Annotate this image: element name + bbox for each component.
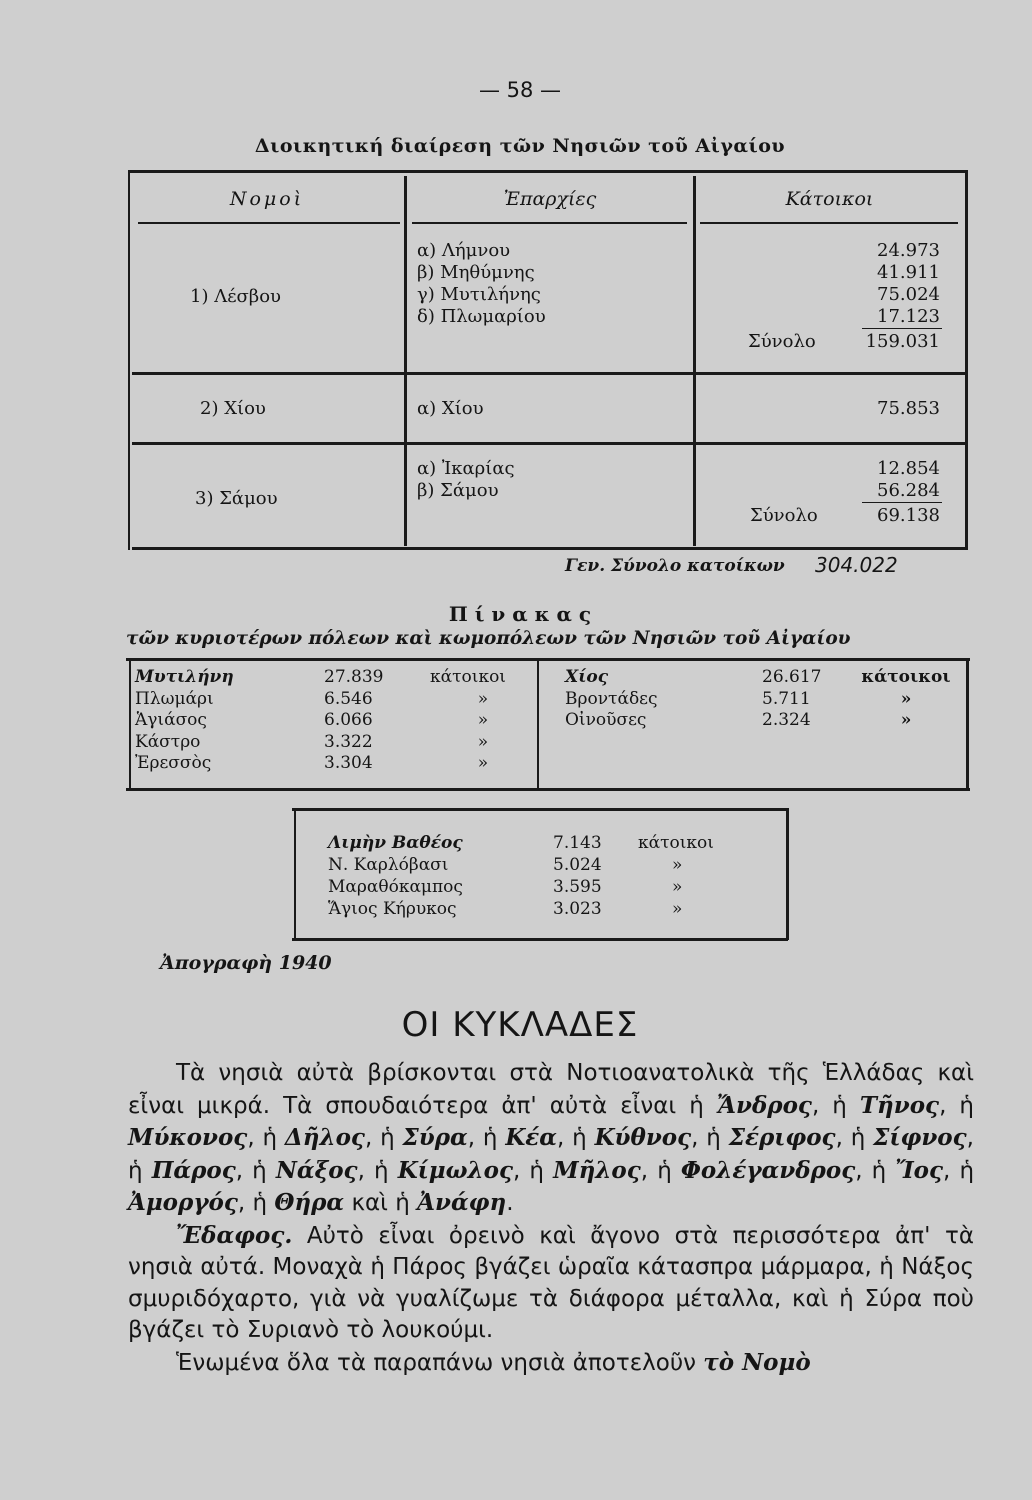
eparchy: α) Χίου	[417, 398, 484, 419]
eparchy: β) Σάμου	[417, 480, 499, 501]
separator: , ἡ	[939, 1092, 975, 1119]
unit-label: κάτοικοι	[861, 667, 951, 687]
population-value: 75.853	[877, 398, 940, 419]
separator: , ἡ	[640, 1157, 681, 1184]
unit-label: »	[900, 688, 912, 709]
town-population: 7.143	[553, 833, 602, 853]
header-katoikoi: Κάτοικοι	[785, 188, 874, 210]
island-name: Θήρα	[274, 1189, 345, 1216]
city-name: Βροντάδες	[565, 688, 658, 709]
population-value: 24.973	[877, 240, 940, 261]
separator: , ἡ	[513, 1157, 554, 1184]
right-city-values	[762, 667, 821, 732]
city-name: Κάστρο	[135, 731, 201, 752]
island-name: Νάξος	[275, 1156, 358, 1184]
unit-label: »	[900, 710, 912, 730]
eparchy: β) Μηθύμνης	[417, 262, 535, 283]
island-name: Κέα	[505, 1124, 557, 1151]
city-name: Μυτιλήνη	[135, 667, 234, 687]
prefecture-text: Ἑνωμένα ὅλα τὰ παραπάνω νησιὰ ἀποτελοῦν	[176, 1349, 704, 1376]
grand-total-label: Γεν. Σύνολο κατοίκων	[565, 556, 785, 576]
city-name: Ἁγιάσος	[135, 710, 207, 730]
city-name: Ἐρεσσὸς	[135, 753, 212, 773]
unit-label: »	[477, 710, 489, 730]
nomos-chiou: 2) Χίου	[200, 398, 266, 419]
unit-label: »	[477, 753, 489, 773]
town-name: Λιμὴν Βαθέος	[328, 833, 463, 853]
unit-label: κάτοικοι	[638, 833, 714, 853]
term-label: Ἔδαφος.	[176, 1221, 293, 1249]
paragraph-intro	[128, 1058, 974, 1220]
town-population: 3.023	[553, 899, 602, 919]
section-body	[128, 1058, 974, 1379]
values-samou	[800, 458, 940, 502]
island-name: Μῆλος	[553, 1156, 641, 1184]
city-population: 3.322	[324, 731, 373, 752]
page-number: — 58 —	[478, 78, 562, 102]
city-population: 6.546	[324, 688, 373, 709]
terrain-text: Αὐτὸ εἶναι ὀρεινὸ καὶ ἄγονο στὰ περισσότερα ἀπ' τὰ νησιὰ αὐτά. Μοναχὰ ἡ Πάρος βγάζει ὡραῖα κάτασπρα μάρμαρα, ἡ Νάξος σμυριδόχαρτο, γιὰ νὰ γυαλίζωμε τὰ διάφορα μέταλλα, καὶ ἡ Σύρα ποὺ βγάζει τὸ Συριανὸ τὸ λουκούμι.	[128, 1222, 974, 1343]
unit-label: »	[477, 731, 489, 752]
island-name: Ἀνάφη	[417, 1189, 507, 1216]
separator: , ἡ	[364, 1125, 403, 1151]
population-value: 56.284	[877, 480, 940, 501]
island-name: Σέριφος	[728, 1124, 836, 1151]
island-name: Σίφνος	[873, 1124, 967, 1151]
separator: , ἡ	[943, 1157, 975, 1184]
island-name: Κύθνος	[594, 1124, 692, 1151]
island-name: Δῆλος	[284, 1124, 365, 1151]
eparchy: α) Λήμνου	[417, 240, 511, 261]
city-name: Πλωμάρι	[135, 688, 214, 709]
island-name: Ἄνδρος	[716, 1091, 812, 1119]
separator: , ἡ	[235, 1157, 276, 1184]
separator: , ἡ	[855, 1157, 896, 1184]
eparchy-list-lesvou	[417, 240, 546, 328]
section-heading: ΟΙ ΚΥΚΛΑΔΕΣ	[401, 1005, 639, 1045]
population-value: 17.123	[877, 306, 940, 327]
population-value: 12.854	[877, 458, 940, 479]
city-population: 27.839	[324, 667, 384, 687]
prefecture-bold: τὸ Νομὸ	[703, 1348, 811, 1376]
eparchy: γ) Μυτιλήνης	[417, 284, 541, 305]
eparchy: δ) Πλωμαρίου	[417, 306, 546, 327]
eparchy: α) Ἰκαρίας	[417, 458, 515, 479]
right-city-names	[565, 667, 658, 732]
separator: , ἡ	[835, 1125, 874, 1151]
separator: , ἡ	[467, 1125, 506, 1151]
paragraph-prefecture	[128, 1347, 974, 1380]
town-names	[328, 832, 463, 920]
separator: , ἡ	[247, 1125, 285, 1151]
intro-text: Τὰ νησιὰ αὐτὰ βρίσκονται στὰ Νοτιοανατολικὰ τῆς Ἑλλάδας καὶ εἶναι μικρά. Τὰ σπουδαιότερα ἀπ' αὐτὰ εἶναι ἡ	[128, 1060, 974, 1119]
island-name: Τῆνος	[859, 1091, 940, 1119]
population-value: 75.024	[877, 284, 940, 305]
table1-title: Διοικητική διαίρεση τῶν Νησιῶν τοῦ Αἰγαίου	[254, 135, 786, 157]
city-name: Χίος	[565, 667, 609, 687]
separator: καὶ ἡ	[344, 1190, 418, 1216]
city-population: 2.324	[762, 710, 811, 730]
island-name: Φολέγανδρος	[680, 1156, 856, 1184]
unit-label: »	[672, 855, 683, 875]
island-name: Ἀμοργός	[128, 1189, 238, 1216]
eparchy-list-samou	[417, 458, 515, 502]
nomos-samou: 3) Σάμου	[195, 488, 278, 509]
header-nomoi: Νομοὶ	[229, 188, 305, 210]
subtotal-label: Σύνολο	[750, 505, 818, 526]
subtotal-label: Σύνολο	[748, 331, 816, 352]
nomos-lesvou: 1) Λέσβου	[190, 286, 281, 307]
city-population: 5.711	[762, 688, 811, 709]
unit-label: »	[672, 877, 683, 897]
header-eparchies: Ἐπαρχίες	[503, 188, 597, 210]
town-units	[638, 832, 714, 920]
separator: , ἡ	[691, 1125, 729, 1151]
left-city-units	[420, 667, 516, 775]
island-name: Πάρος	[151, 1156, 236, 1184]
town-values	[553, 832, 602, 920]
separator: , ἡ	[237, 1190, 275, 1216]
separator: , ἡ	[556, 1125, 595, 1151]
island-name: Σύρα	[402, 1124, 468, 1151]
island-name: Κίμωλος	[397, 1156, 514, 1184]
table2-subtitle: τῶν κυριοτέρων πόλεων καὶ κωμοπόλεων τῶν Νησιῶν τοῦ Αἰγαίου	[126, 628, 851, 649]
left-city-names	[135, 667, 234, 775]
subtotal-value: 69.138	[877, 505, 940, 526]
separator: , ἡ	[811, 1092, 860, 1119]
grand-total-value: 304.022	[815, 553, 898, 577]
unit-label: »	[477, 688, 489, 709]
separator: .	[506, 1190, 514, 1216]
separator: , ἡ	[357, 1157, 398, 1184]
city-population: 6.066	[324, 710, 373, 730]
island-name: Ἴος	[895, 1156, 944, 1184]
table2-title: Π ί ν α κ α ς	[448, 602, 592, 626]
subtotal-value: 159.031	[865, 331, 940, 352]
island-name: Μύκονος	[128, 1124, 248, 1151]
unit-label: »	[672, 899, 683, 919]
town-population: 5.024	[553, 855, 602, 875]
city-population: 26.617	[762, 667, 822, 687]
town-name: Ἅγιος Κήρυκος	[328, 899, 457, 919]
town-name: Ν. Καρλόβασι	[328, 855, 449, 875]
city-population: 3.304	[324, 753, 373, 773]
town-population: 3.595	[553, 877, 602, 897]
unit-label: κάτοικοι	[430, 667, 506, 687]
right-city-units	[855, 667, 957, 732]
separator: , ἡ	[128, 1125, 974, 1184]
values-lesvou	[800, 240, 940, 328]
city-name: Οἰνοῦσες	[565, 710, 647, 730]
left-city-values	[324, 667, 383, 775]
paragraph-terrain	[128, 1220, 974, 1347]
census-note: Ἀπογραφὴ 1940	[160, 952, 332, 974]
town-name: Μαραθόκαμπος	[328, 877, 463, 897]
population-value: 41.911	[877, 262, 940, 283]
